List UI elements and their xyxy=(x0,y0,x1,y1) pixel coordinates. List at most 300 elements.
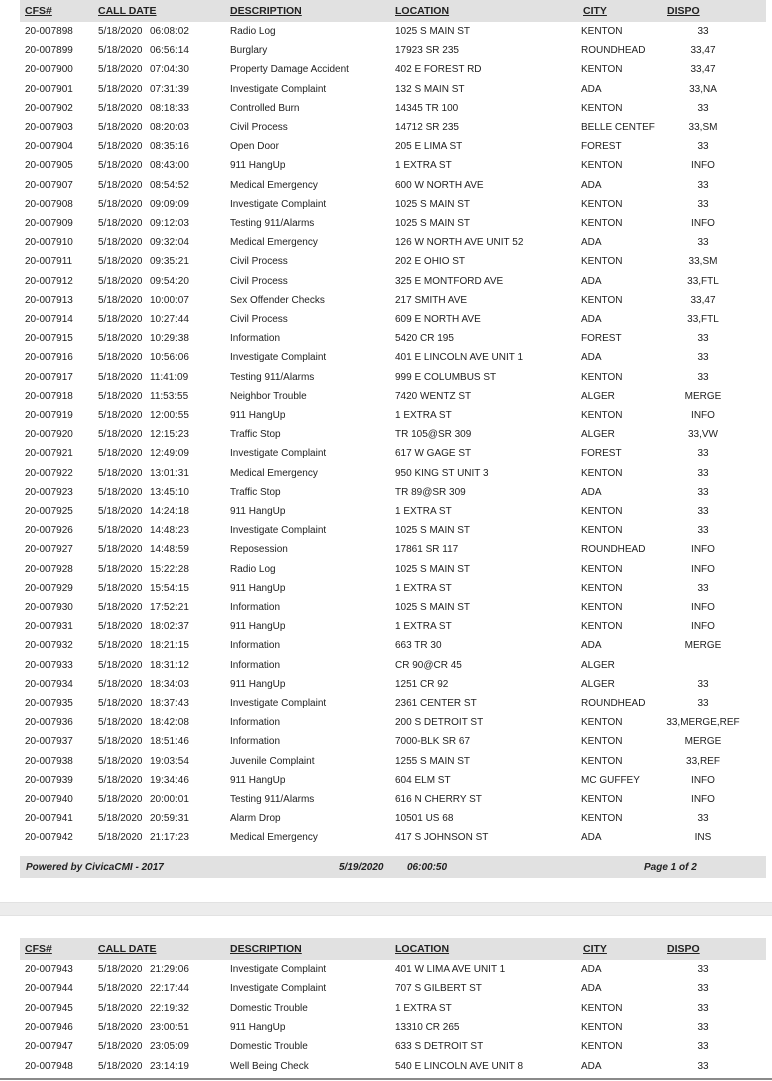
dispo: 33 xyxy=(697,813,709,825)
city: KENTON xyxy=(581,64,623,76)
call-time: 10:00:07 xyxy=(150,294,189,306)
call-time: 14:48:23 xyxy=(150,525,189,537)
location: 663 TR 30 xyxy=(395,640,442,652)
table-row xyxy=(0,42,772,61)
description: 911 HangUp xyxy=(230,506,286,517)
cfs-number: 20-007939 xyxy=(25,774,73,786)
call-time: 21:17:23 xyxy=(150,832,189,844)
cfs-number: 20-007941 xyxy=(25,813,73,825)
table-row xyxy=(0,1058,772,1077)
table-row xyxy=(0,388,772,407)
call-date: 5/18/2020 xyxy=(98,429,143,441)
column-header-city: CITY xyxy=(583,943,607,955)
location: 10501 US 68 xyxy=(395,813,454,825)
city: ALGER xyxy=(581,390,615,402)
description: Investigate Complaint xyxy=(230,352,327,364)
cfs-number: 20-007908 xyxy=(25,198,73,210)
city: KENTON xyxy=(581,1021,623,1033)
call-time: 08:54:52 xyxy=(150,179,189,191)
call-time: 10:29:38 xyxy=(150,333,189,345)
call-date: 5/18/2020 xyxy=(98,1021,143,1033)
description: Domestic Trouble xyxy=(230,1002,308,1014)
city: ROUNDHEAD xyxy=(581,544,646,556)
cfs-number: 20-007914 xyxy=(25,314,73,325)
location: 7420 WENTZ ST xyxy=(395,390,472,402)
table-row xyxy=(0,369,772,388)
cfs-number: 20-007927 xyxy=(25,544,73,556)
cfs-number: 20-007911 xyxy=(25,256,73,268)
call-time: 23:00:51 xyxy=(150,1021,189,1033)
table-row xyxy=(0,311,772,330)
call-date: 5/18/2020 xyxy=(98,448,143,460)
table-row xyxy=(0,177,772,196)
dispo: 33,FTL xyxy=(687,314,719,325)
table-row xyxy=(0,445,772,464)
cfs-number: 20-007903 xyxy=(25,122,73,133)
cfs-number: 20-007932 xyxy=(25,640,73,652)
call-date: 5/18/2020 xyxy=(98,45,143,57)
location: 1 EXTRA ST xyxy=(395,621,452,633)
city: KENTON xyxy=(581,1041,623,1053)
call-time: 18:51:46 xyxy=(150,736,189,748)
city: MC GUFFEY xyxy=(581,774,640,786)
call-time: 20:59:31 xyxy=(150,813,189,825)
dispo: 33 xyxy=(697,506,709,517)
column-header-city: CITY xyxy=(583,5,607,17)
call-time: 09:54:20 xyxy=(150,275,189,287)
dispo: 33 xyxy=(697,1060,709,1072)
table-row xyxy=(0,100,772,119)
description: Civil Process xyxy=(230,256,288,268)
dispo: INFO xyxy=(691,621,715,633)
call-time: 07:04:30 xyxy=(150,64,189,76)
call-time: 11:53:55 xyxy=(150,390,189,402)
call-date: 5/18/2020 xyxy=(98,525,143,537)
description: Medical Emergency xyxy=(230,237,318,249)
description: 911 HangUp xyxy=(230,582,286,594)
call-date: 5/18/2020 xyxy=(98,64,143,76)
call-time: 17:52:21 xyxy=(150,602,189,613)
table-header xyxy=(20,0,766,22)
city: KENTON xyxy=(581,621,623,633)
table-row xyxy=(0,753,772,772)
cfs-number: 20-007913 xyxy=(25,294,73,306)
city: ADA xyxy=(581,1060,602,1072)
cfs-number: 20-007918 xyxy=(25,390,73,402)
table-row xyxy=(0,426,772,445)
call-time: 18:21:15 xyxy=(150,640,189,652)
city: KENTON xyxy=(581,736,623,748)
cfs-number: 20-007909 xyxy=(25,218,73,229)
call-date: 5/18/2020 xyxy=(98,983,143,995)
table-row xyxy=(0,81,772,100)
table-row xyxy=(0,733,772,752)
call-date: 5/18/2020 xyxy=(98,698,143,709)
call-date: 5/18/2020 xyxy=(98,83,143,95)
description: 911 HangUp xyxy=(230,774,286,786)
call-time: 10:27:44 xyxy=(150,314,189,325)
call-date: 5/18/2020 xyxy=(98,410,143,421)
cfs-number: 20-007917 xyxy=(25,371,73,383)
call-time: 11:41:09 xyxy=(150,371,189,383)
description: Domestic Trouble xyxy=(230,1041,308,1053)
call-time: 22:19:32 xyxy=(150,1002,189,1014)
column-header-call-date: CALL DATE xyxy=(98,5,157,17)
call-time: 18:42:08 xyxy=(150,717,189,729)
column-header-cfs: CFS# xyxy=(25,5,52,17)
table-row xyxy=(0,1038,772,1057)
city: ADA xyxy=(581,275,602,287)
location: 999 E COLUMBUS ST xyxy=(395,371,497,383)
table-row xyxy=(0,234,772,253)
city: ADA xyxy=(581,179,602,191)
cfs-number: 20-007944 xyxy=(25,983,73,995)
table-row xyxy=(0,1000,772,1019)
description: Investigate Complaint xyxy=(230,983,327,995)
dispo: INFO xyxy=(691,160,715,172)
cfs-number: 20-007937 xyxy=(25,736,73,748)
call-date: 5/18/2020 xyxy=(98,218,143,229)
dispo: 33,47 xyxy=(690,45,716,57)
table-row xyxy=(0,961,772,980)
table-row xyxy=(0,637,772,656)
call-date: 5/18/2020 xyxy=(98,314,143,325)
call-date: 5/18/2020 xyxy=(98,563,143,575)
cfs-number: 20-007922 xyxy=(25,467,73,479)
dispo: 33 xyxy=(697,371,709,383)
city: KENTON xyxy=(581,198,623,210)
location: 5420 CR 195 xyxy=(395,333,454,345)
description: Testing 911/Alarms xyxy=(230,794,315,805)
table-header xyxy=(20,938,766,960)
description: Sex Offender Checks xyxy=(230,294,325,306)
location: 540 E LINCOLN AVE UNIT 8 xyxy=(395,1060,524,1072)
call-date: 5/18/2020 xyxy=(98,256,143,268)
column-header-dispo: DISPO xyxy=(667,5,700,17)
dispo: 33 xyxy=(697,678,709,690)
city: FOREST xyxy=(581,448,622,460)
dispo: 33 xyxy=(697,964,709,975)
city: ALGER xyxy=(581,678,615,690)
dispo: 33,47 xyxy=(690,64,716,76)
location: 402 E FOREST RD xyxy=(395,64,482,76)
cfs-number: 20-007928 xyxy=(25,563,73,575)
location: 950 KING ST UNIT 3 xyxy=(395,467,489,479)
call-time: 08:20:03 xyxy=(150,122,189,133)
table-row xyxy=(0,503,772,522)
city: KENTON xyxy=(581,717,623,729)
description: Medical Emergency xyxy=(230,832,318,844)
city: ADA xyxy=(581,486,602,498)
description: Investigate Complaint xyxy=(230,198,327,210)
call-time: 08:35:16 xyxy=(150,141,189,153)
call-date: 5/18/2020 xyxy=(98,794,143,805)
call-time: 13:01:31 xyxy=(150,467,189,479)
table-row xyxy=(0,157,772,176)
description: Reposession xyxy=(230,544,288,556)
city: KENTON xyxy=(581,506,623,517)
location: 609 E NORTH AVE xyxy=(395,314,481,325)
call-time: 18:37:43 xyxy=(150,698,189,709)
call-date: 5/18/2020 xyxy=(98,486,143,498)
cfs-number: 20-007901 xyxy=(25,83,73,95)
description: Property Damage Accident xyxy=(230,64,349,76)
city: KENTON xyxy=(581,218,623,229)
cfs-number: 20-007905 xyxy=(25,160,73,172)
cfs-number: 20-007926 xyxy=(25,525,73,537)
dispo: 33 xyxy=(697,698,709,709)
call-date: 5/18/2020 xyxy=(98,122,143,133)
window-bottom-edge xyxy=(0,1078,772,1080)
call-date: 5/18/2020 xyxy=(98,1002,143,1014)
dispo: 33 xyxy=(697,333,709,345)
call-date: 5/18/2020 xyxy=(98,813,143,825)
call-date: 5/18/2020 xyxy=(98,371,143,383)
location: 202 E OHIO ST xyxy=(395,256,466,268)
description: Civil Process xyxy=(230,275,288,287)
description: Investigate Complaint xyxy=(230,448,327,460)
cfs-number: 20-007919 xyxy=(25,410,73,421)
location: 17923 SR 235 xyxy=(395,45,459,57)
description: 911 HangUp xyxy=(230,160,286,172)
city: KENTON xyxy=(581,755,623,767)
location: 1 EXTRA ST xyxy=(395,1002,452,1014)
dispo: INFO xyxy=(691,218,715,229)
dispo: 33 xyxy=(697,179,709,191)
dispo: 33 xyxy=(697,448,709,460)
location: 600 W NORTH AVE xyxy=(395,179,484,191)
dispo: 33 xyxy=(697,198,709,210)
city: BELLE CENTEF xyxy=(581,122,655,133)
table-row xyxy=(0,980,772,999)
call-time: 19:03:54 xyxy=(150,755,189,767)
call-time: 08:43:00 xyxy=(150,160,189,172)
dispo: 33,VW xyxy=(687,429,718,441)
call-date: 5/18/2020 xyxy=(98,736,143,748)
location: 1025 S MAIN ST xyxy=(395,198,471,210)
table-row xyxy=(0,292,772,311)
dispo: INFO xyxy=(691,774,715,786)
cfs-number: 20-007935 xyxy=(25,698,73,709)
cfs-number: 20-007933 xyxy=(25,659,73,671)
table-row xyxy=(0,695,772,714)
call-date: 5/18/2020 xyxy=(98,390,143,402)
location: 217 SMITH AVE xyxy=(395,294,468,306)
powered-by-text: Powered by CivicaCMI - 2017 xyxy=(26,862,164,873)
table-row xyxy=(0,330,772,349)
call-time: 23:14:19 xyxy=(150,1060,189,1072)
location: 126 W NORTH AVE UNIT 52 xyxy=(395,237,524,249)
description: Information xyxy=(230,640,281,652)
table-row xyxy=(0,829,772,848)
table-row xyxy=(0,273,772,292)
column-header-call-date: CALL DATE xyxy=(98,943,157,955)
city: ADA xyxy=(581,964,602,975)
table-row xyxy=(0,541,772,560)
call-date: 5/18/2020 xyxy=(98,832,143,844)
call-time: 10:56:06 xyxy=(150,352,189,364)
dispo: 33 xyxy=(697,102,709,114)
dispo: MERGE xyxy=(684,736,722,748)
dispo: 33,SM xyxy=(688,256,718,268)
cfs-number: 20-007931 xyxy=(25,621,73,633)
dispo: 33 xyxy=(697,983,709,995)
dispo: 33,47 xyxy=(690,294,716,306)
location: 14712 SR 235 xyxy=(395,122,459,133)
description: Information xyxy=(230,333,281,345)
cfs-number: 20-007938 xyxy=(25,755,73,767)
cfs-number: 20-007915 xyxy=(25,333,73,345)
location: 707 S GILBERT ST xyxy=(395,983,482,995)
description: 911 HangUp xyxy=(230,621,286,633)
table-row xyxy=(0,657,772,676)
description: 911 HangUp xyxy=(230,678,286,690)
column-header-description: DESCRIPTION xyxy=(230,943,302,955)
call-time: 13:45:10 xyxy=(150,486,189,498)
city: ADA xyxy=(581,832,602,844)
table-row xyxy=(0,215,772,234)
call-time: 09:12:03 xyxy=(150,218,189,229)
call-date: 5/18/2020 xyxy=(98,26,143,37)
cfs-number: 20-007930 xyxy=(25,602,73,613)
call-date: 5/18/2020 xyxy=(98,1041,143,1053)
description: Neighbor Trouble xyxy=(230,390,307,402)
table-row xyxy=(0,119,772,138)
dispo: INS xyxy=(694,832,712,844)
cfs-number: 20-007925 xyxy=(25,506,73,517)
description: Traffic Stop xyxy=(230,429,281,441)
location: 604 ELM ST xyxy=(395,774,451,786)
description: Civil Process xyxy=(230,122,288,133)
call-date: 5/18/2020 xyxy=(98,141,143,153)
call-date: 5/18/2020 xyxy=(98,544,143,556)
table-row xyxy=(0,810,772,829)
city: KENTON xyxy=(581,160,623,172)
table-row xyxy=(0,23,772,42)
city: KENTON xyxy=(581,813,623,825)
table-row xyxy=(0,138,772,157)
call-date: 5/18/2020 xyxy=(98,294,143,306)
cfs-number: 20-007900 xyxy=(25,64,73,76)
description: Alarm Drop xyxy=(230,813,281,825)
page-number: Page 1 of 2 xyxy=(644,862,697,873)
location: TR 89@SR 309 xyxy=(395,486,466,498)
description: Well Being Check xyxy=(230,1060,309,1072)
city: KENTON xyxy=(581,525,623,537)
call-date: 5/18/2020 xyxy=(98,1060,143,1072)
description: Medical Emergency xyxy=(230,179,318,191)
dispo: 33 xyxy=(697,1002,709,1014)
description: Testing 911/Alarms xyxy=(230,371,315,383)
call-date: 5/18/2020 xyxy=(98,467,143,479)
column-header-cfs: CFS# xyxy=(25,943,52,955)
cfs-number: 20-007942 xyxy=(25,832,73,844)
description: Information xyxy=(230,717,281,729)
dispo: 33,FTL xyxy=(687,275,719,287)
call-time: 21:29:06 xyxy=(150,964,189,975)
table-row xyxy=(0,599,772,618)
location: 1 EXTRA ST xyxy=(395,410,452,421)
description: Traffic Stop xyxy=(230,486,281,498)
location: 2361 CENTER ST xyxy=(395,698,477,709)
dispo: INFO xyxy=(691,544,715,556)
call-date: 5/18/2020 xyxy=(98,198,143,210)
call-date: 5/18/2020 xyxy=(98,640,143,652)
table-row xyxy=(0,196,772,215)
table-row xyxy=(0,772,772,791)
dispo: 33 xyxy=(697,237,709,249)
description: Burglary xyxy=(230,45,268,57)
table-row xyxy=(0,407,772,426)
call-date: 5/18/2020 xyxy=(98,717,143,729)
description: Information xyxy=(230,659,281,671)
call-time: 07:31:39 xyxy=(150,83,189,95)
city: ADA xyxy=(581,640,602,652)
table-row xyxy=(0,484,772,503)
call-date: 5/18/2020 xyxy=(98,275,143,287)
cfs-number: 20-007907 xyxy=(25,179,73,191)
call-time: 20:00:01 xyxy=(150,794,189,805)
cfs-number: 20-007946 xyxy=(25,1021,73,1033)
cfs-number: 20-007934 xyxy=(25,678,73,690)
description: Investigate Complaint xyxy=(230,964,327,975)
city: ADA xyxy=(581,983,602,995)
description: Information xyxy=(230,602,281,613)
cfs-number: 20-007899 xyxy=(25,45,73,57)
dispo: 33,REF xyxy=(686,755,720,767)
city: KENTON xyxy=(581,1002,623,1014)
table-row xyxy=(0,791,772,810)
column-header-location: LOCATION xyxy=(395,943,450,955)
location: 401 E LINCOLN AVE UNIT 1 xyxy=(395,352,524,364)
table-row xyxy=(0,580,772,599)
city: KENTON xyxy=(581,294,623,306)
city: KENTON xyxy=(581,410,623,421)
call-date: 5/18/2020 xyxy=(98,333,143,345)
location: 616 N CHERRY ST xyxy=(395,794,482,805)
city: ROUNDHEAD xyxy=(581,45,646,57)
cfs-number: 20-007904 xyxy=(25,141,73,153)
location: TR 105@SR 309 xyxy=(395,429,472,441)
description: Testing 911/Alarms xyxy=(230,218,315,229)
dispo: 33,SM xyxy=(688,122,718,133)
location: 1025 S MAIN ST xyxy=(395,26,471,37)
location: 633 S DETROIT ST xyxy=(395,1041,484,1053)
dispo: 33,NA xyxy=(689,83,717,95)
cfs-number: 20-007916 xyxy=(25,352,73,364)
description: Information xyxy=(230,736,281,748)
city: ADA xyxy=(581,352,602,364)
table-row xyxy=(0,676,772,695)
location: 13310 CR 265 xyxy=(395,1021,460,1033)
description: Investigate Complaint xyxy=(230,525,327,537)
dispo: 33 xyxy=(697,352,709,364)
description: Juvenile Complaint xyxy=(230,755,315,767)
location: 1025 S MAIN ST xyxy=(395,563,471,575)
call-time: 19:34:46 xyxy=(150,774,189,786)
call-time: 22:17:44 xyxy=(150,983,189,995)
location: 205 E LIMA ST xyxy=(395,141,463,153)
location: 200 S DETROIT ST xyxy=(395,717,484,729)
city: KENTON xyxy=(581,102,623,114)
city: ADA xyxy=(581,237,602,249)
location: 1 EXTRA ST xyxy=(395,160,452,172)
city: KENTON xyxy=(581,26,623,37)
call-time: 06:08:02 xyxy=(150,26,189,37)
cfs-number: 20-007929 xyxy=(25,582,73,594)
call-time: 23:05:09 xyxy=(150,1041,189,1053)
location: 325 E MONTFORD AVE xyxy=(395,275,504,287)
